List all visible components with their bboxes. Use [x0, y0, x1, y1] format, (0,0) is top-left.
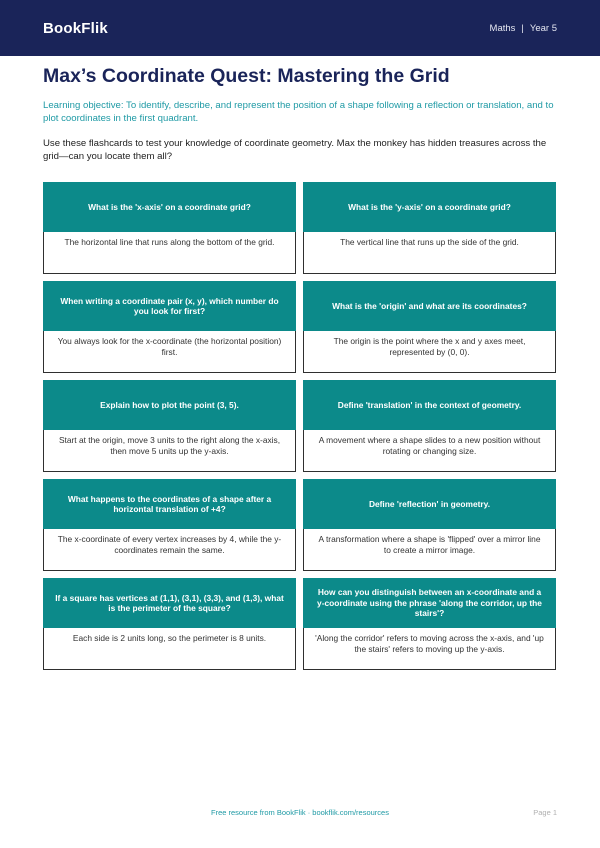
flashcard-answer: The x-coordinate of every vertex increases by 4, while the y-coordinates remain the same. — [43, 529, 296, 571]
flashcard-answer: 'Along the corridor' refers to moving across the x-axis, and 'up the stairs' refers to moving up the y-axis. — [303, 628, 556, 670]
flashcard-answer: You always look for the x-coordinate (the horizontal position) first. — [43, 331, 296, 373]
flashcard-question: Explain how to plot the point (3, 5). — [43, 380, 296, 430]
flashcard — [303, 281, 556, 373]
flashcard-answer: A movement where a shape slides to a new position without rotating or changing size. — [303, 430, 556, 472]
page-number: Page 1 — [533, 808, 557, 817]
footer-credit: Free resource from BookFlik · bookflik.com/resources — [211, 808, 389, 817]
flashcard — [303, 578, 556, 670]
flashcard — [303, 479, 556, 571]
flashcard-question: What is the 'y-axis' on a coordinate grid? — [303, 182, 556, 232]
flashcard-answer: The horizontal line that runs along the bottom of the grid. — [43, 232, 296, 274]
subject-year-label — [490, 23, 557, 34]
flashcard-answer: Each side is 2 units long, so the perimeter is 8 units. — [43, 628, 296, 670]
flashcard-question: Define 'translation' in the context of geometry. — [303, 380, 556, 430]
flashcard — [43, 380, 296, 472]
flashcard-question: What is the 'origin' and what are its coordinates? — [303, 281, 556, 331]
brand-logo: BookFlik — [43, 19, 108, 37]
flashcard-question: What happens to the coordinates of a shape after a horizontal translation of +4? — [43, 479, 296, 529]
flashcard-question: If a square has vertices at (1,1), (3,1), (3,3), and (1,3), what is the perimeter of the square? — [43, 578, 296, 628]
top-banner — [0, 0, 600, 56]
flashcard-question: Define 'reflection' in geometry. — [303, 479, 556, 529]
flashcard-answer: The origin is the point where the x and y axes meet, represented by (0, 0). — [303, 331, 556, 373]
flashcard — [43, 281, 296, 373]
flashcard-grid — [43, 182, 556, 670]
flashcard-answer: A transformation where a shape is 'flipped' over a mirror line to create a mirror image. — [303, 529, 556, 571]
flashcard — [43, 479, 296, 571]
intro-text: Use these flashcards to test your knowledge of coordinate geometry. Max the monkey has hidden treasures across the grid—can you locate them all? — [43, 138, 547, 162]
flashcard — [43, 578, 296, 670]
flashcard — [43, 182, 296, 274]
flashcard-question: When writing a coordinate pair (x, y), which number do you look for first? — [43, 281, 296, 331]
learning-objective: Learning objective: To identify, describe, and represent the position of a shape following a reflection or translation, and to plot coordinates in the first quadrant. — [43, 100, 554, 124]
meta-separator: | — [521, 22, 524, 34]
flashcard-answer: The vertical line that runs up the side of the grid. — [303, 232, 556, 274]
flashcard-question: How can you distinguish between an x-coordinate and a y-coordinate using the phrase 'along the corridor, up the stairs'? — [303, 578, 556, 628]
year-label: Year 5 — [529, 22, 557, 34]
flashcard — [303, 380, 556, 472]
subject-label: Maths — [489, 22, 516, 34]
flashcard-answer: Start at the origin, move 3 units to the right along the x-axis, then move 5 units up the y-axis. — [43, 430, 296, 472]
page-title: Max’s Coordinate Quest: Mastering the Grid — [43, 65, 450, 87]
flashcard-question: What is the 'x-axis' on a coordinate grid? — [43, 182, 296, 232]
flashcard — [303, 182, 556, 274]
